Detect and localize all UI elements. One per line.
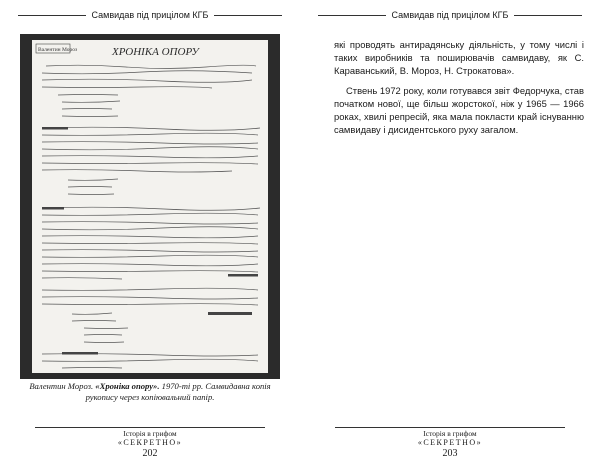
manuscript-page bbox=[32, 40, 268, 373]
right-page bbox=[300, 0, 600, 469]
right-page-number: 203 bbox=[442, 448, 458, 459]
body-text bbox=[334, 38, 584, 136]
manuscript-header-label: Валентин Мороз bbox=[38, 47, 78, 53]
caption-author: Валентин Мороз. bbox=[29, 381, 94, 391]
right-running-head-text: Самвидав під прицілом КГБ bbox=[386, 10, 515, 20]
right-footer bbox=[335, 427, 565, 459]
right-running-head bbox=[318, 8, 582, 22]
right-footer-secret: «СЕКРЕТНО» bbox=[417, 438, 483, 447]
right-footer-rule bbox=[335, 427, 565, 428]
paragraph-1: які проводять антирадянську діяльність, у тому числі і таких виробників та поширювачів самвидаву, як С. Караванський, В. Мороз, Н. Строкатова». bbox=[334, 39, 584, 76]
paragraph-2: Ствень 1972 року, коли готувався звіт Федорчука, став початком нової, ще більш жорстокої, ніж у 1965 — 1966 роках, хвилі репресій, яка мала покласти край існуванню самвидаву і дисидентського руху загалом. bbox=[334, 85, 584, 135]
manuscript-handwriting bbox=[32, 40, 268, 373]
handwriting-marks bbox=[42, 127, 258, 355]
left-footer-rule bbox=[35, 427, 265, 428]
manuscript-title: ХРОНІКА ОПОРУ bbox=[112, 46, 199, 58]
left-running-head bbox=[18, 8, 282, 22]
left-footer-title: Історія в грифом bbox=[123, 429, 177, 438]
handwriting-lines bbox=[42, 65, 260, 368]
right-footer-title: Історія в грифом bbox=[423, 429, 477, 438]
caption-title: «Хроніка опору». bbox=[95, 381, 160, 391]
caption-text: 1970-ті рр. Самвидавна копія рукопису через копіювальний папір. bbox=[85, 381, 271, 402]
left-running-head-text: Самвидав під прицілом КГБ bbox=[86, 10, 215, 20]
left-page-number: 202 bbox=[142, 448, 158, 459]
left-footer-secret: «СЕКРЕТНО» bbox=[117, 438, 183, 447]
manuscript-scan bbox=[20, 34, 280, 379]
left-footer bbox=[35, 427, 265, 459]
figure-caption bbox=[24, 381, 276, 403]
